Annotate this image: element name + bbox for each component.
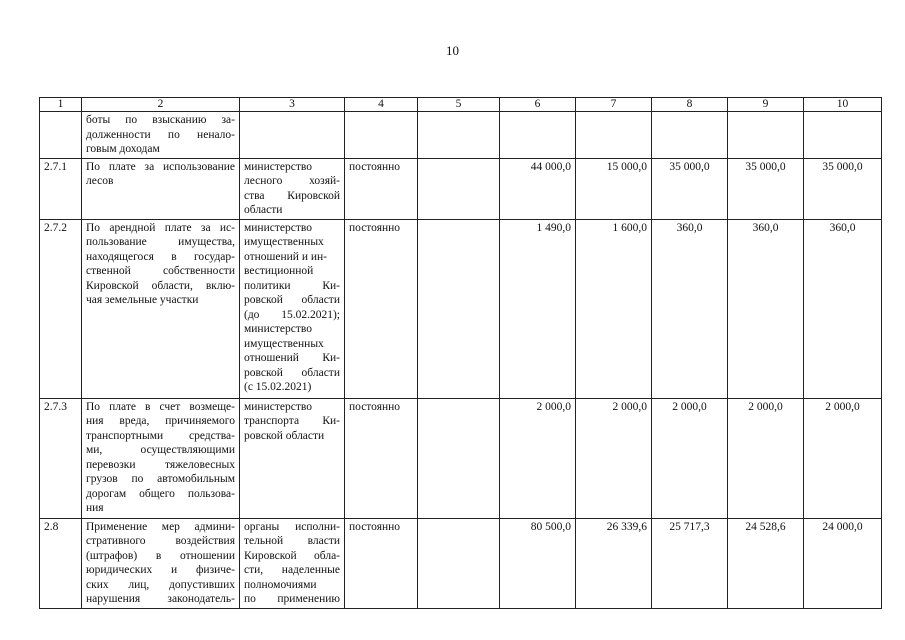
page-number: 10: [446, 43, 459, 58]
row-frequency: постоянно: [345, 219, 418, 398]
row-number: [40, 112, 82, 159]
header-cell: 9: [728, 98, 804, 112]
table-row: [40, 158, 882, 219]
row-value: 35 000,0: [652, 158, 728, 219]
header-cell: 4: [345, 98, 418, 112]
row-value: 35 000,0: [728, 158, 804, 219]
row-value: [500, 112, 576, 159]
text-line: чая земельные участки: [86, 294, 199, 306]
text-line: министерство: [244, 221, 312, 234]
text-line: По плате за использование: [86, 160, 235, 173]
row-value: [804, 112, 882, 159]
text-line: Кировской области, вклю-: [86, 279, 235, 292]
table-row: [40, 398, 882, 518]
row-organization: [240, 398, 345, 518]
text-line: находящегося в государ-: [86, 250, 235, 263]
header-cell: 6: [500, 98, 576, 112]
row-number: 2.7.3: [40, 398, 82, 518]
text-line: министерство: [244, 400, 312, 413]
text-line: полномочиями: [244, 578, 317, 591]
text-line: ровской области: [244, 366, 340, 379]
text-line: перевозки тяжеловесных: [86, 458, 235, 471]
row-col5: [418, 112, 500, 159]
header-cell: 8: [652, 98, 728, 112]
text-line: сти, наделенные: [244, 564, 340, 576]
row-frequency: постоянно: [345, 398, 418, 518]
text-line: ства Кировской: [244, 189, 340, 202]
text-line: по применению: [244, 593, 340, 605]
text-line: ния: [86, 502, 104, 514]
row-col5: [418, 158, 500, 219]
row-value: 1 600,0: [576, 219, 652, 398]
text-line: (до 15.02.2021);: [244, 308, 340, 321]
table-row: [40, 518, 882, 608]
row-frequency: постоянно: [345, 158, 418, 219]
table-row: [40, 112, 882, 159]
row-value: 15 000,0: [576, 158, 652, 219]
text-line: Применение мер админи-: [86, 520, 235, 533]
row-value: 360,0: [804, 219, 882, 398]
row-value: 360,0: [728, 219, 804, 398]
text-line: ровской области: [244, 429, 325, 442]
row-value: 2 000,0: [652, 398, 728, 518]
text-line: органы исполни-: [244, 520, 340, 533]
text-line: говым доходам: [86, 143, 160, 155]
text-line: вестиционной: [244, 265, 314, 277]
row-number: 2.7.2: [40, 219, 82, 398]
row-organization: [240, 518, 345, 608]
row-col5: [418, 398, 500, 518]
text-line: транспорта Ки-: [244, 415, 340, 427]
text-line: политики Ки-: [244, 279, 340, 292]
row-description: [82, 158, 240, 219]
row-value: [728, 112, 804, 159]
row-number: 2.7.1: [40, 158, 82, 219]
row-description: [82, 518, 240, 608]
row-value: 25 717,3: [652, 518, 728, 608]
text-line: ния вреда, причиняемого: [86, 415, 235, 427]
text-line: ских лиц, допустивших: [86, 578, 235, 591]
text-line: грузов по автомобильным: [86, 473, 235, 485]
row-value: [652, 112, 728, 159]
text-line: имущественных: [244, 236, 324, 248]
row-col5: [418, 518, 500, 608]
text-line: пользование имущества,: [86, 236, 235, 248]
row-value: 26 339,6: [576, 518, 652, 608]
text-line: По арендной плате за ис-: [86, 221, 235, 234]
header-cell: 1: [40, 98, 82, 112]
text-line: Кировской обла-: [244, 549, 340, 562]
text-line: стративного воздействия: [86, 535, 235, 547]
document-table: [39, 97, 882, 609]
row-value: 35 000,0: [804, 158, 882, 219]
row-value: 44 000,0: [500, 158, 576, 219]
text-line: лесного хозяй-: [244, 175, 340, 187]
header-cell: 7: [576, 98, 652, 112]
row-value: 80 500,0: [500, 518, 576, 608]
row-organization: [240, 219, 345, 398]
text-line: области: [244, 204, 283, 216]
text-line: боты по взысканию за-: [86, 114, 235, 126]
row-frequency: постоянно: [345, 518, 418, 608]
table-row: [40, 219, 882, 398]
text-line: ственной собственности: [86, 265, 235, 277]
text-line: отношений и ин-: [244, 250, 327, 263]
text-line: (штрафов) в отношении: [86, 549, 235, 562]
text-line: юридических и физиче-: [86, 564, 235, 576]
row-col5: [418, 219, 500, 398]
text-line: дорогам общего пользова-: [86, 487, 235, 500]
text-line: ровской области: [244, 294, 340, 306]
row-value: 24 000,0: [804, 518, 882, 608]
row-value: [576, 112, 652, 159]
text-line: нарушения законодатель-: [86, 593, 235, 605]
text-line: тельной власти: [244, 535, 340, 547]
row-number: 2.8: [40, 518, 82, 608]
row-value: 1 490,0: [500, 219, 576, 398]
text-line: (с 15.02.2021): [244, 381, 312, 393]
row-description: [82, 112, 240, 159]
row-value: 2 000,0: [728, 398, 804, 518]
text-line: отношений Ки-: [244, 352, 340, 364]
text-line: ми, осуществляющими: [86, 444, 235, 456]
text-line: долженности по ненало-: [86, 128, 235, 141]
header-cell: 5: [418, 98, 500, 112]
row-organization: [240, 158, 345, 219]
row-frequency: [345, 112, 418, 159]
text-line: По плате в счет возмеще-: [86, 400, 235, 413]
text-line: имущественных: [244, 337, 324, 350]
text-line: министерство: [244, 323, 312, 335]
header-row: [40, 98, 882, 112]
row-description: [82, 219, 240, 398]
header-cell: 3: [240, 98, 345, 112]
text-line: министерство: [244, 160, 312, 173]
row-value: 2 000,0: [500, 398, 576, 518]
row-description: [82, 398, 240, 518]
row-value: 2 000,0: [804, 398, 882, 518]
row-value: 360,0: [652, 219, 728, 398]
text-line: транспортными средства-: [86, 429, 235, 442]
text-line: лесов: [86, 175, 114, 187]
row-organization: [240, 112, 345, 159]
header-cell: 2: [82, 98, 240, 112]
header-cell: 10: [804, 98, 882, 112]
row-value: 2 000,0: [576, 398, 652, 518]
row-value: 24 528,6: [728, 518, 804, 608]
